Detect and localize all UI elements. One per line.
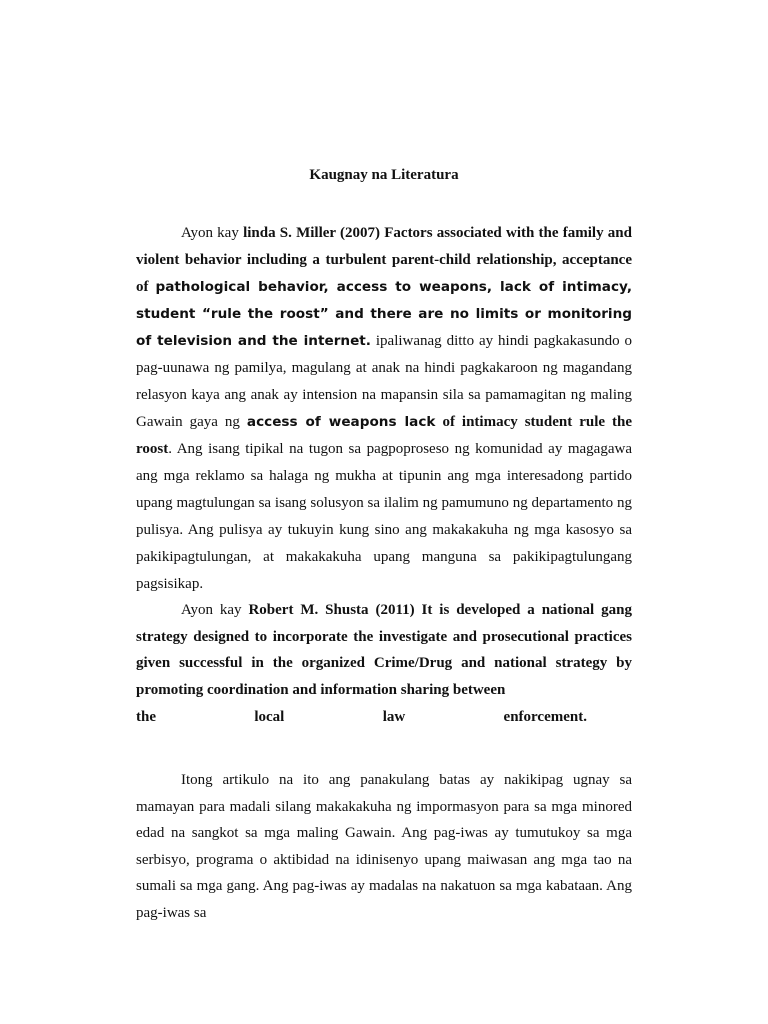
body-text: Itong artikulo na ito ang panakulang batas ay nakikipag ugnay sa mamayan para madali silang makakakuha ng impormasyon para sa mga minored edad na sangkot sa mga maling Gawain. Ang pag-iwas ay tumutukoy sa mga serbisyo, programa o aktibidad na idinisenyo upang maiwasan ang mga tao na sumali sa mga gang. Ang pag-iwas ay madalas na nakatuon sa mga kabataan. Ang pag-iwas sa [136,772,632,921]
emphasis-text: pathological behavior, access to weapons, lack of intimacy, student “rule the roost” and there are no limits or monitoring of television and the internet. [136,279,632,349]
word: local [254,708,285,725]
paragraph-miller [136,220,632,598]
paragraph-lead: Ayon kay [181,602,249,618]
paragraph-shusta [136,597,632,731]
justified-last-line [136,704,587,731]
body-text-continued: . Ang isang tipikal na tugon sa pagpoproseso ng komunidad ay magagawa ang mga reklamo sa halaga ng mukha at tipunin ang mga interesadong partido upang magtulungan sa isang solusyon sa ilalim ng pamumuno ng departamento ng pulisya. Ang pulisya ay tukuyin kung sino ang makakakuha ng mga kasosyo sa pakikipagtulungan, at makakakuha upang manguna sa pakikipagtulungang pagsisikap. [136,441,632,592]
body-text: ipaliwanag ditto ay hindi pagkakasundo o pag-uunawa ng pamilya, magulang at anak na hindi pagkakaroon ng magandang relasyon kaya ang anak ay intension na mapansin sila sa pamamagitan ng maling Gawain gaya ng [136,333,632,430]
word: law [382,708,406,725]
emphasis-intimacy: of intimacy student rule the roost [136,414,632,457]
paragraph-lead: Ayon kay [181,225,244,241]
emphasis-weapons: access of weapons lack [246,414,436,430]
page-title: Kaugnay na Literatura [309,167,459,183]
word: the [136,708,156,725]
word: enforcement. [503,708,587,725]
citation-miller: linda S. Miller (2007) Factors associated with the family and violent behavior including a turbulent parent-child relationship, acceptance of [136,225,632,295]
paragraph-article [136,767,632,926]
citation-shusta: Robert M. Shusta (2011) It is developed a national gang strategy designed to incorporate the investigate and prosecutional practices given successful in the organized Crime/Drug and national strategy by promoting coordination and information sharing between [136,602,632,699]
